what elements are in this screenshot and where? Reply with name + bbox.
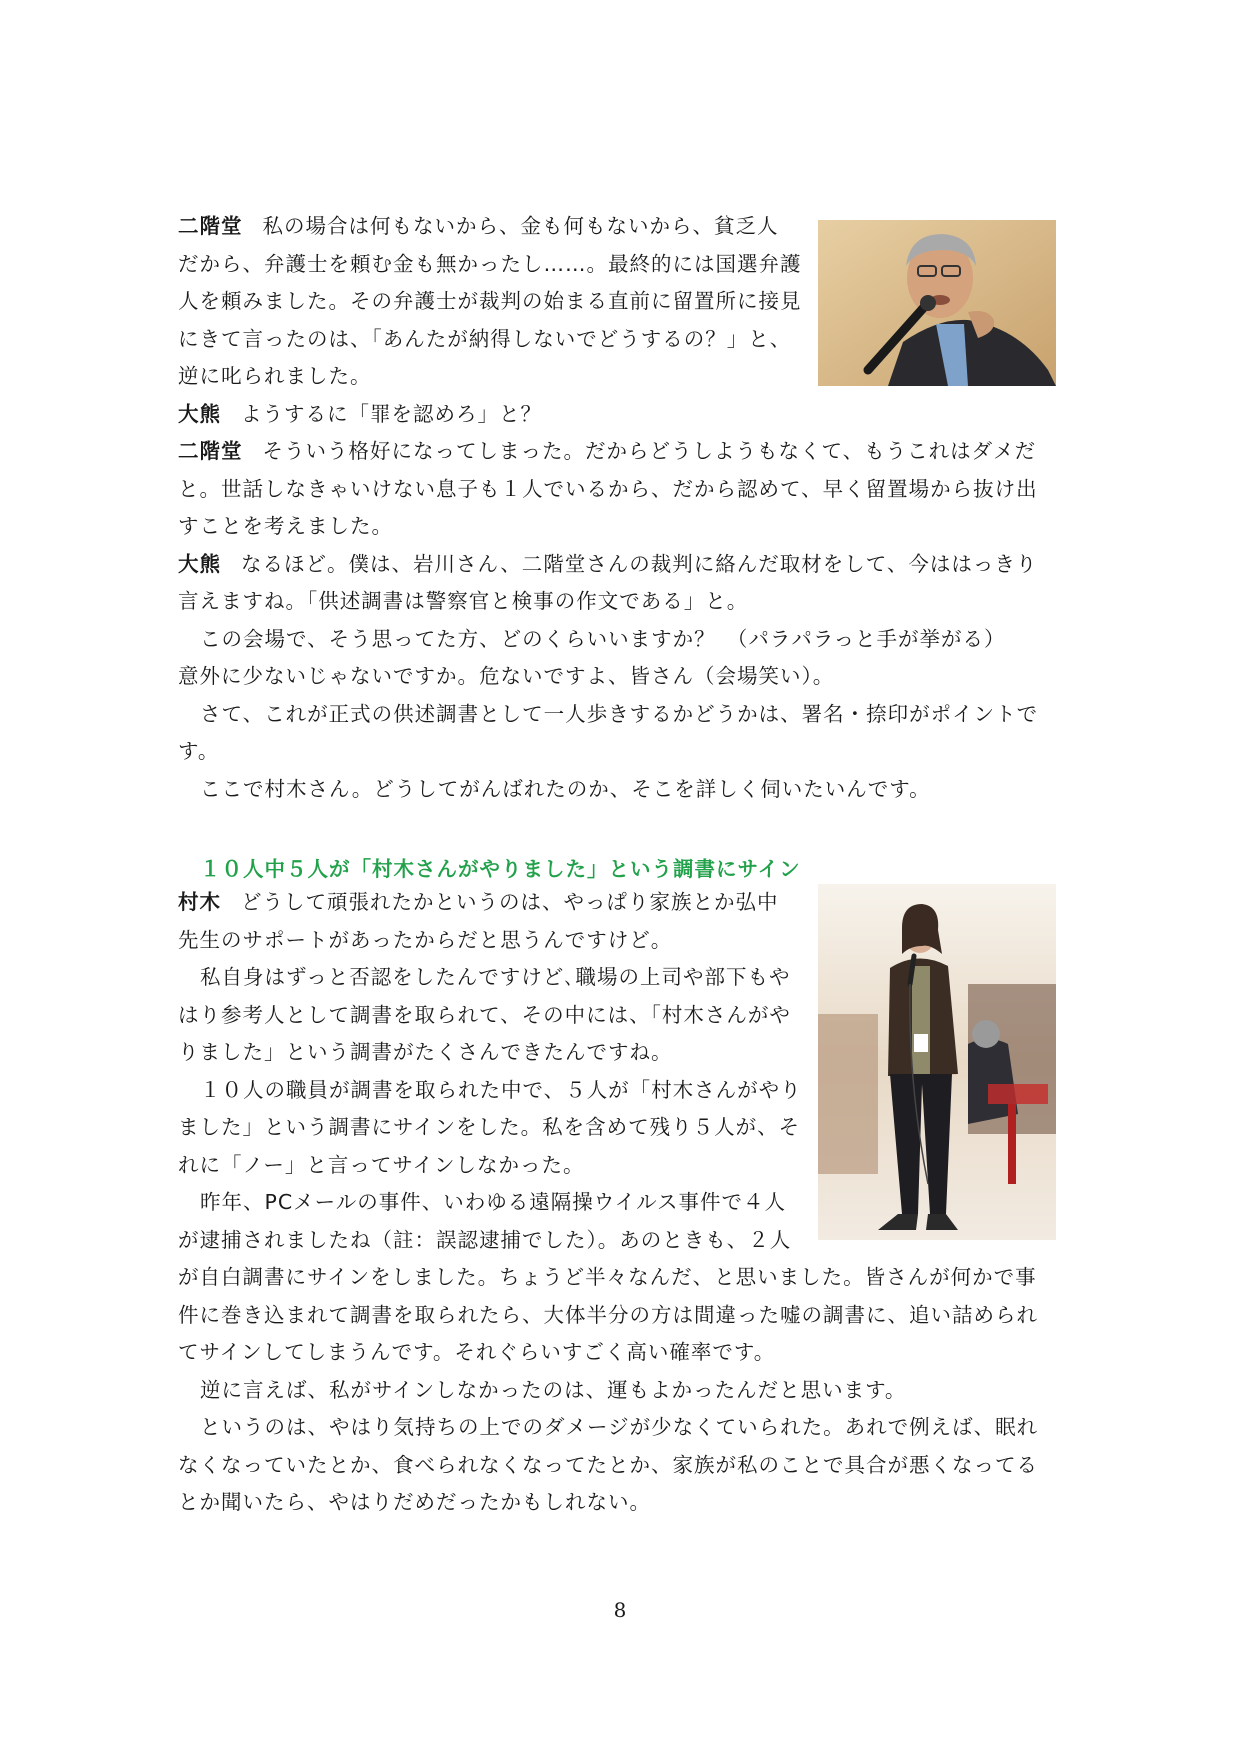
text-line: この会場で、そう思ってた方、どのくらいいますか？ （パラパラっと手が挙がる） bbox=[200, 626, 1006, 651]
text-line: 二階堂 そういう格好になってしまった。だからどうしようもなくて、もうこれはダメだ bbox=[178, 439, 1037, 463]
text-line: 私自身はずっと否認をしたんですけど､職場の上司や部下もや bbox=[200, 965, 791, 989]
text-line: 先生のサポートがあったからだと思うんですけど。 bbox=[178, 927, 673, 952]
text-line: 逆に言えば、私がサインしなかったのは、運もよかったんだと思います。 bbox=[200, 1377, 907, 1402]
text-line: 意外に少ないじゃないですか。危ないですよ、皆さん（会場笑い）。 bbox=[178, 664, 835, 688]
text-line: てサインしてしまうんです。それぐらいすごく高い確率です。 bbox=[178, 1340, 776, 1364]
section-heading: １０人中５人が「村木さんがやりました」という調書にサイン bbox=[200, 857, 801, 881]
text-line: にきて言ったのは、「あんたが納得しないでどうするの？」と、 bbox=[178, 326, 792, 351]
speaker-name: 大熊 bbox=[178, 551, 221, 576]
text-line: 村木 どうして頑張れたかというのは、やっぱり家族とか弘中 bbox=[178, 890, 779, 914]
text-line: さて、これが正式の供述調書として一人歩きするかどうかは、署名・捺印がポイントで bbox=[200, 701, 1039, 726]
text-line: が逮捕されましたね（註：誤認逮捕でした）。あのときも、２人 bbox=[178, 1227, 792, 1252]
text-line: 大熊 なるほど。僕は、岩川さん、二階堂さんの裁判に絡んだ取材をして、今ははっきり bbox=[178, 551, 1038, 576]
text-line: ここで村木さん。どうしてがんばれたのか、そこを詳しく伺いたいんです。 bbox=[200, 776, 931, 801]
text-line: すことを考えました。 bbox=[178, 514, 393, 538]
page-number: 8 bbox=[613, 1598, 627, 1622]
text-line: １０人の職員が調書を取られた中で、５人が「村木さんがやり bbox=[200, 1077, 802, 1102]
text-line: ました」という調書にサインをした。私を含めて残り５人が、そ bbox=[178, 1115, 801, 1139]
text-line: はり参考人として調書を取られて、その中には、「村木さんがや bbox=[178, 1002, 791, 1027]
photo-nikaido-speaking bbox=[818, 220, 1056, 386]
text-line: が自白調書にサインをしました。ちょうど半々なんだ、と思いました。皆さんが何かで事 bbox=[178, 1265, 1037, 1289]
speaker-name: 村木 bbox=[178, 890, 221, 914]
text-line: りました」という調書がたくさんできたんですね。 bbox=[178, 1040, 673, 1064]
text-line: 二階堂 私の場合は何もないから、金も何もないから、貧乏人 bbox=[178, 214, 779, 238]
speaker-name: 大熊 bbox=[178, 401, 221, 426]
text-line: 大熊 ようするに「罪を認めろ」と？ bbox=[178, 401, 542, 426]
text-line: なくなっていたとか、食べられなくなってたとか、家族が私のことで具合が悪くなってる bbox=[178, 1452, 1038, 1477]
text-line: というのは、やはり気持ちの上でのダメージが少なくていられた。あれで例えば、眠れ bbox=[200, 1415, 1039, 1439]
text-line: す。 bbox=[178, 739, 220, 763]
text-line: だから、弁護士を頼む金も無かったし……。最終的には国選弁護 bbox=[178, 251, 802, 276]
text-line: 人を頼みました。その弁護士が裁判の始まる直前に留置所に接見 bbox=[178, 289, 802, 313]
text-line: れに「ノー」と言ってサインしなかった。 bbox=[178, 1152, 585, 1177]
text-line: とか聞いたら、やはりだめだったかもしれない。 bbox=[178, 1490, 651, 1514]
photo-muraki-speaking bbox=[818, 884, 1056, 1240]
speaker-name: 二階堂 bbox=[178, 214, 243, 238]
text-line: 言えますね。「供述調書は警察官と検事の作文である」と。 bbox=[178, 589, 749, 613]
text-line: 逆に叱られました。 bbox=[178, 364, 372, 388]
text-line: 件に巻き込まれて調書を取られたら、大体半分の方は間違った嘘の調書に、追い詰められ bbox=[178, 1302, 1038, 1327]
text-line: と。世話しなきゃいけない息子も１人でいるから、だから認めて、早く留置場から抜け出 bbox=[178, 476, 1038, 501]
text-line: 昨年、PCメールの事件、いわゆる遠隔操ウイルス事件で４人 bbox=[200, 1190, 787, 1214]
speaker-name: 二階堂 bbox=[178, 439, 243, 463]
